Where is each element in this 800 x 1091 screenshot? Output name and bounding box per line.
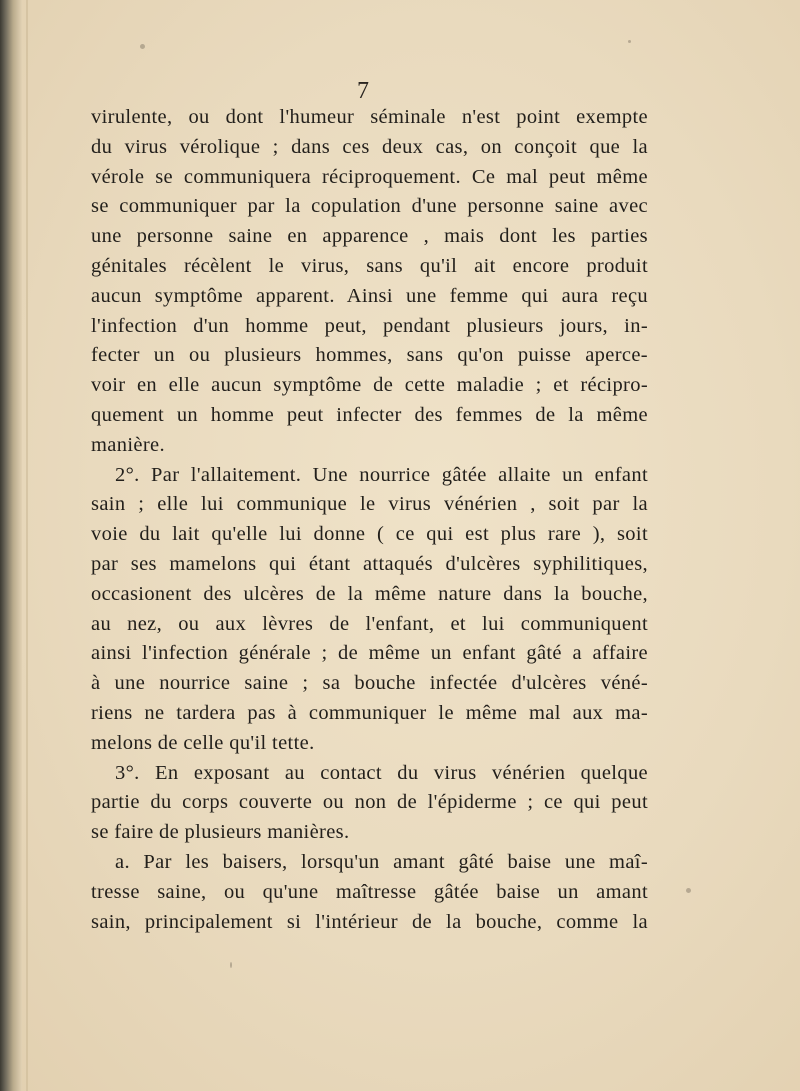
text-line: aucun symptôme apparent. Ainsi une femme qui aura reçu: [91, 284, 648, 307]
text-line: du virus vérolique ; dans ces deux cas, on conçoit que la: [91, 135, 648, 158]
book-spine-edge: [0, 0, 22, 1091]
text-line: virulente, ou dont l'humeur séminale n'est point exempte: [91, 106, 648, 128]
text-line: l'infection d'un homme peut, pendant plusieurs jours, in-: [91, 314, 648, 337]
text-line: a. Par les baisers, lorsqu'un amant gâté baise une maî-: [115, 850, 648, 873]
page-number: 7: [357, 78, 369, 104]
text-line: tresse saine, ou qu'une maîtresse gâtée baise un amant: [91, 880, 648, 903]
text-line: manière.: [91, 433, 165, 456]
text-line: 2°. Par l'allaitement. Une nourrice gâtée allaite un enfant: [115, 463, 648, 486]
text-line: melons de celle qu'il tette.: [91, 731, 315, 754]
text-line: se communiquer par la copulation d'une personne saine avec: [91, 195, 648, 218]
text-line: sain, principalement si l'intérieur de la bouche, comme la: [91, 910, 648, 933]
paper-speck: [686, 888, 691, 893]
text-line: sain ; elle lui communique le virus vénérien , soit par la: [91, 493, 648, 516]
text-line: à une nourrice saine ; sa bouche infectée d'ulcères véné-: [91, 672, 648, 695]
text-line: riens ne tardera pas à communiquer le même mal aux ma-: [91, 701, 648, 724]
text-line: voie du lait qu'elle lui donne ( ce qui est plus rare ), soit: [91, 523, 648, 546]
text-line: partie du corps couverte ou non de l'épiderme ; ce qui peut: [91, 791, 648, 814]
text-line: vérole se communiquera réciproquement. Ce mal peut même: [91, 165, 648, 188]
text-line: se faire de plusieurs manières.: [91, 821, 350, 844]
text-line: quement un homme peut infecter des femmes de la même: [91, 403, 648, 426]
text-line: au nez, ou aux lèvres de l'enfant, et lui communiquent: [91, 612, 648, 635]
text-line: voir en elle aucun symptôme de cette maladie ; et récipro-: [91, 374, 648, 397]
paper-speck: [140, 44, 145, 49]
paper-speck: [230, 962, 232, 968]
text-line: une personne saine en apparence , mais dont les parties: [91, 225, 648, 248]
text-line: génitales récèlent le virus, sans qu'il ait encore produit: [91, 254, 648, 277]
text-line: 3°. En exposant au contact du virus vénérien quelque: [115, 761, 648, 784]
body-text: [91, 103, 648, 937]
text-line: ainsi l'infection générale ; de même un enfant gâté a affaire: [91, 642, 648, 665]
text-line: par ses mamelons qui étant attaqués d'ulcères syphilitiques,: [91, 552, 648, 575]
text-line: occasionent des ulcères de la même nature dans la bouche,: [91, 582, 648, 605]
text-line: fecter un ou plusieurs hommes, sans qu'on puisse aperce-: [91, 344, 648, 367]
gutter-line: [26, 0, 28, 1091]
paper-speck: [628, 40, 631, 43]
